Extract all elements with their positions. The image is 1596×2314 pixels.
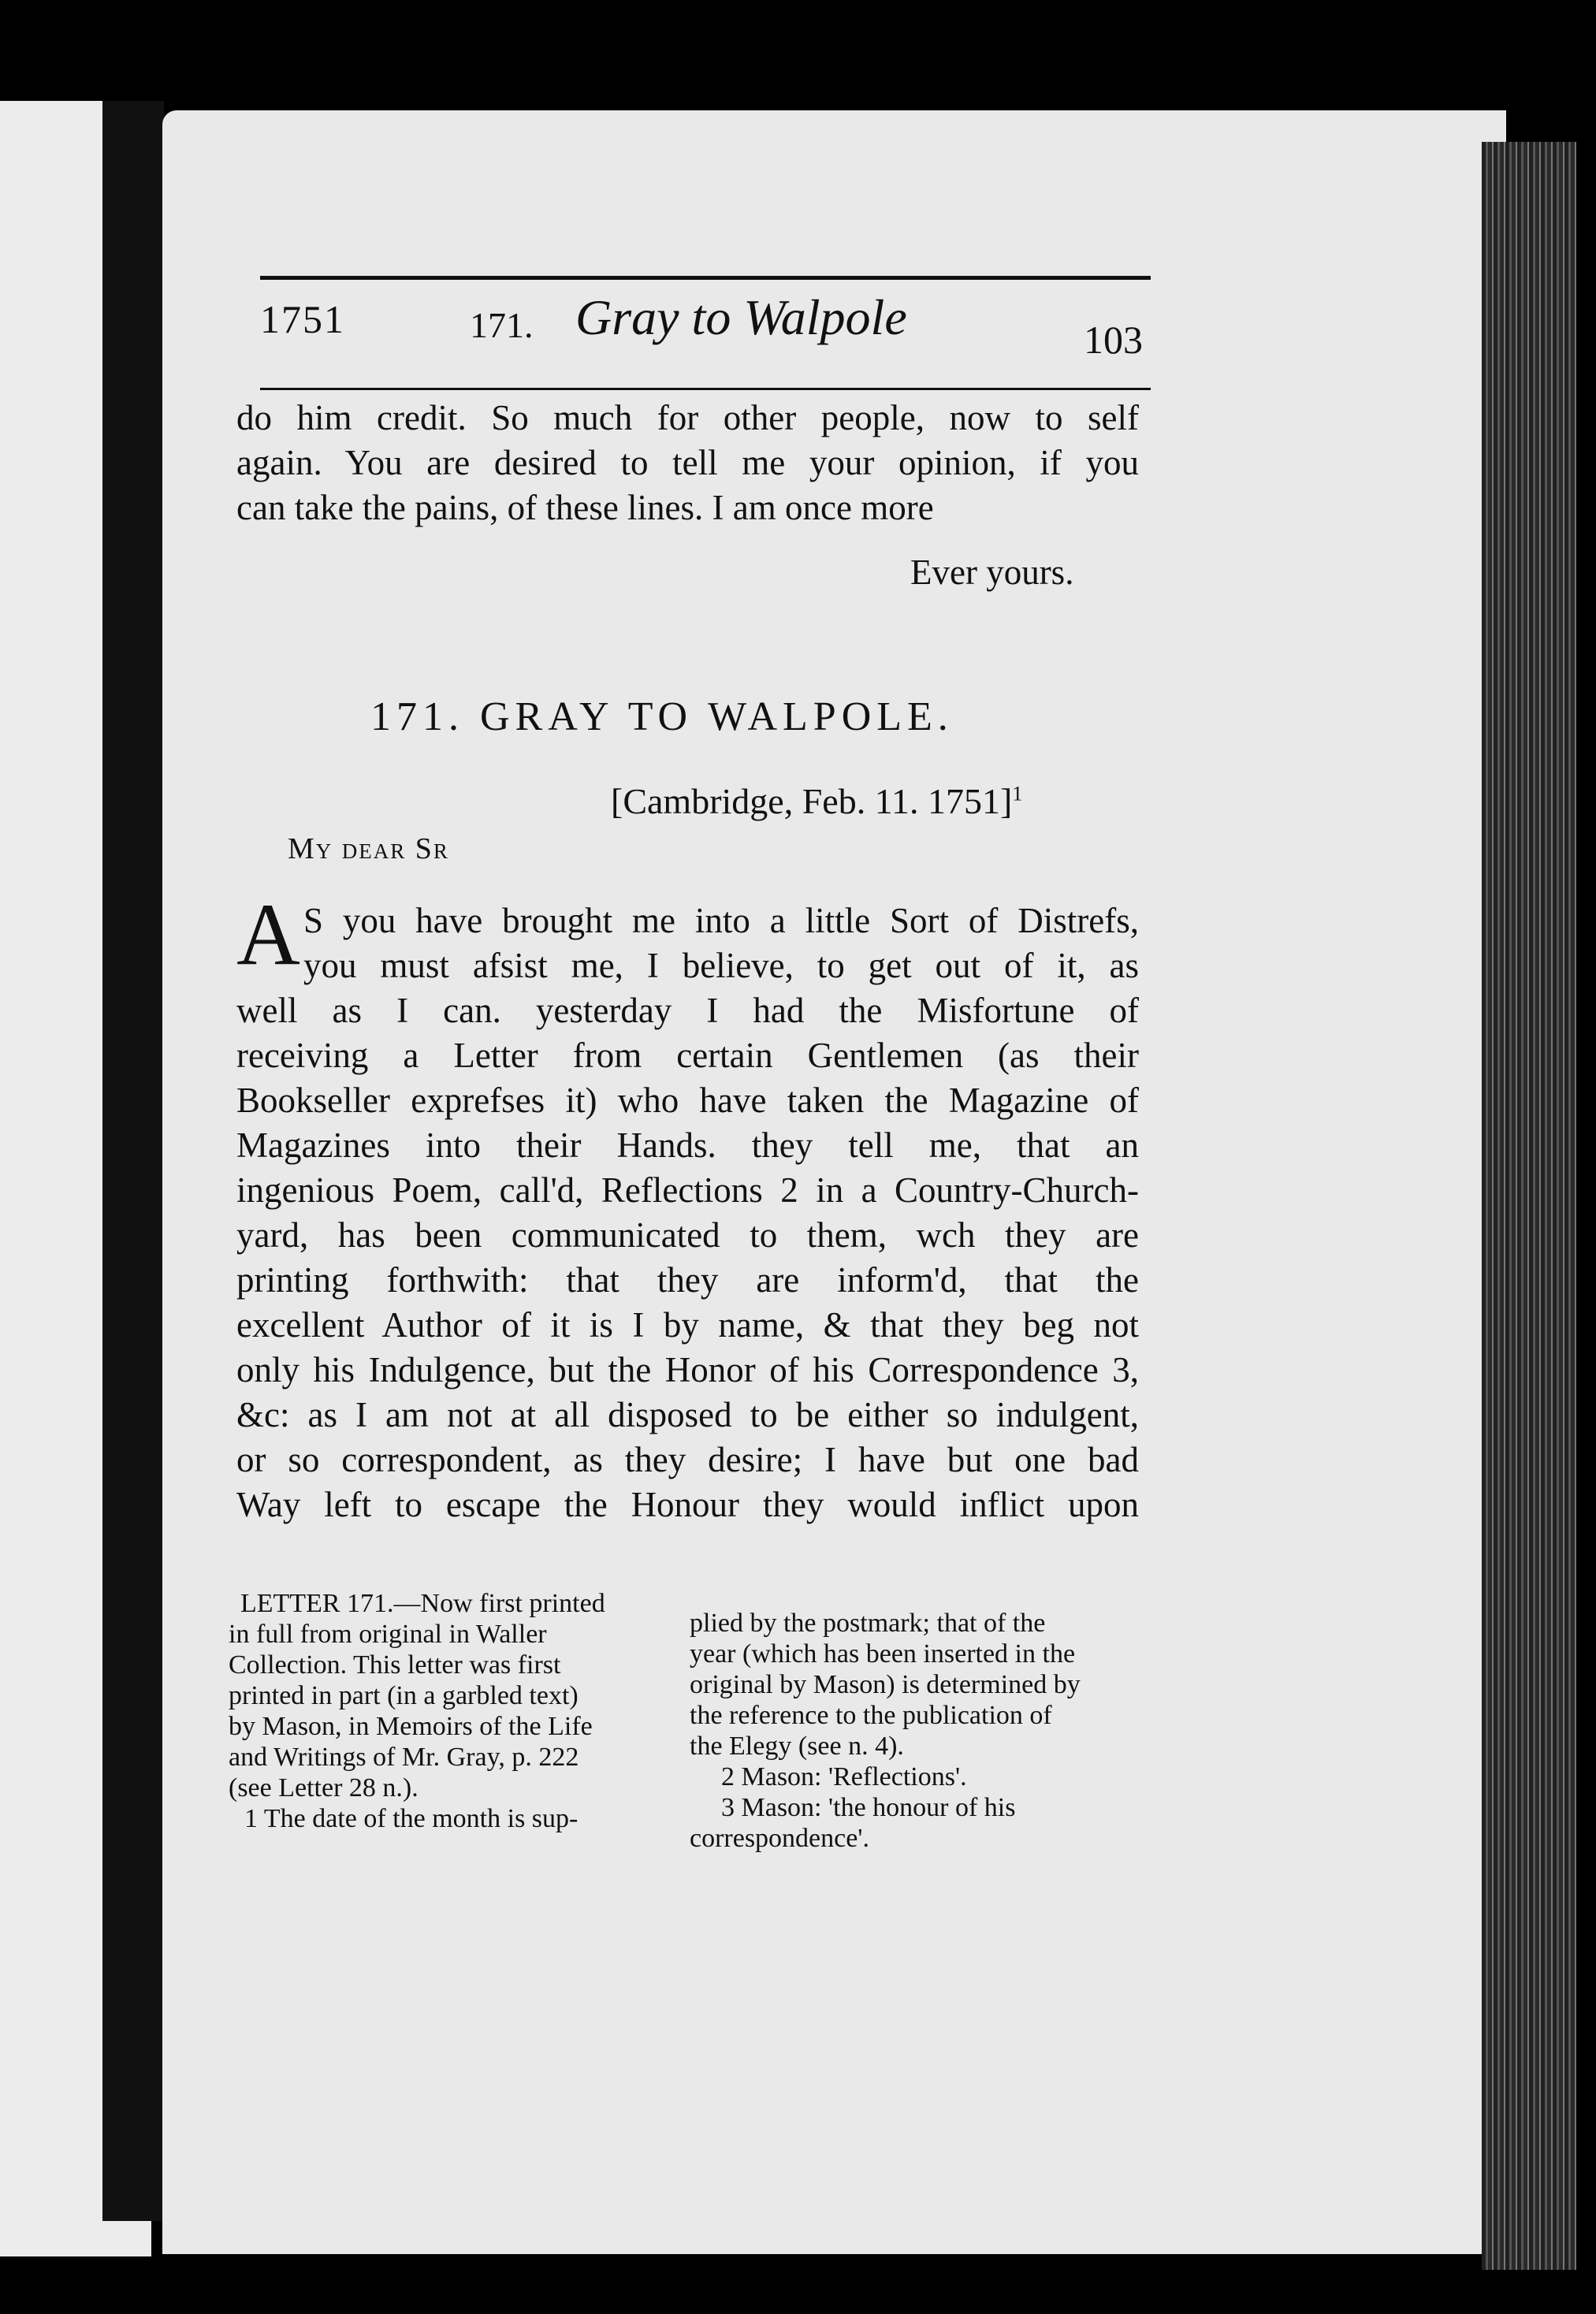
- header-year: 1751: [260, 297, 345, 341]
- text-line: only his Indulgence, but the Honor of his Correspondence 3,: [236, 1350, 1139, 1390]
- text-line: &c: as I am not at all disposed to be either so indulgent,: [236, 1395, 1139, 1434]
- dateline-text: [Cambridge, Feb. 11. 1751]: [611, 781, 1013, 821]
- page-edges: [1482, 142, 1576, 2270]
- footnote-line: 3 Mason: 'the honour of his: [721, 1793, 1016, 1822]
- text-line: printing forthwith: that they are inform'd, that the: [236, 1260, 1139, 1300]
- text-line: receiving a Letter from certain Gentlemen (as their: [236, 1036, 1139, 1075]
- header-rule-top: [260, 276, 1151, 280]
- text-line: again. You are desired to tell me your opinion, if you: [236, 443, 1139, 482]
- text-line: Bookseller exprefses it) who have taken the Magazine of: [236, 1081, 1139, 1120]
- footnote-line: by Mason, in Memoirs of the Life: [229, 1712, 593, 1741]
- text-line: Magazines into their Hands. they tell me, that an: [236, 1125, 1139, 1165]
- header-rule-bottom: [260, 388, 1151, 390]
- footnote-line: year (which has been inserted in the: [690, 1639, 1076, 1669]
- footnote-line: plied by the postmark; that of the: [690, 1609, 1046, 1638]
- header-title: Gray to Walpole: [575, 289, 907, 345]
- footnote-line: (see Letter 28 n.).: [229, 1773, 419, 1802]
- text-line: ingenious Poem, call'd, Reflections 2 in a Country-Church-: [236, 1170, 1139, 1210]
- footnote-line: 1 The date of the month is sup-: [244, 1804, 579, 1833]
- footnote-line: correspondence'.: [690, 1824, 869, 1853]
- footnote-line: original by Mason) is determined by: [690, 1670, 1081, 1699]
- book-gutter: [102, 101, 164, 2221]
- text-line: S you have brought me into a little Sort of Distrefs,: [303, 901, 1139, 940]
- signoff: Ever yours.: [910, 552, 1074, 592]
- header-letter-number: 171.: [470, 305, 534, 345]
- footnote-line: in full from original in Waller: [229, 1620, 547, 1649]
- drop-cap: A: [236, 886, 300, 984]
- text-line: do him credit. So much for other people, now to self: [236, 398, 1139, 437]
- text-line: yard, has been communicated to them, wch they are: [236, 1215, 1139, 1255]
- text-line: Way left to escape the Honour they would inflict upon: [236, 1485, 1139, 1524]
- footnote-line: the reference to the publication of: [690, 1701, 1052, 1730]
- text-line: you must afsist me, I believe, to get out of it, as: [303, 946, 1139, 985]
- letter-heading: 171. GRAY TO WALPOLE.: [370, 694, 954, 739]
- text-line: can take the pains, of these lines. I am once more: [236, 488, 934, 527]
- footnote-line: printed in part (in a garbled text): [229, 1681, 579, 1710]
- footnote-line: LETTER 171.—Now first printed: [240, 1589, 605, 1618]
- text-line: or so correspondent, as they desire; I have but one bad: [236, 1440, 1139, 1479]
- footnote-marker: 1: [1012, 782, 1023, 805]
- salutation: My dear Sr: [288, 832, 449, 865]
- text-line: well as I can. yesterday I had the Misfortune of: [236, 991, 1139, 1030]
- footnote-line: the Elegy (see n. 4).: [690, 1732, 904, 1761]
- dateline: [611, 780, 1022, 822]
- page-number: 103: [1084, 318, 1143, 362]
- footnote-line: and Writings of Mr. Gray, p. 222: [229, 1743, 579, 1772]
- footnote-line: 2 Mason: 'Reflections'.: [721, 1762, 967, 1791]
- text-line: excellent Author of it is I by name, & that they beg not: [236, 1305, 1139, 1345]
- footnote-line: Collection. This letter was first: [229, 1650, 561, 1680]
